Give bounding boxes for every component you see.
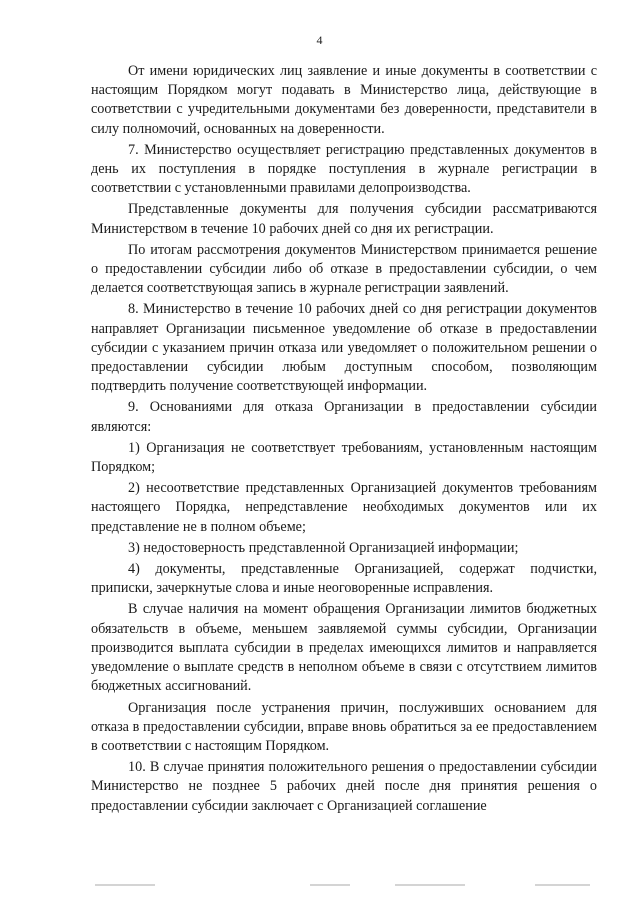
paragraph-budget-limits: В случае наличия на момент обращения Организации лимитов бюджетных обязательств в объеме, меньшем заявляемой суммы субсидии, Организации производится выплата субсидии в пределах имеющихся лимитов и направляется уведомление о выплате средств в неполном объеме в связи с отсутствием лимитов бюджетных ассигнований. — [91, 601, 597, 695]
paragraph-item-8: 8. Министерство в течение 10 рабочих дней со дня регистрации документов направляет Организации письменное уведомление об отказе в предоставлении субсидии с указанием причин отказа или уведомляет о положительном решении о предоставлении субсидии любым доступным способом, позволяющим подтвердить получение соответствующей информации. — [91, 301, 597, 395]
document-body — [91, 62, 597, 818]
paragraph-review-results: По итогам рассмотрения документов Министерством принимается решение о предоставлении субсидии либо об отказе в предоставлении субсидии, о чем делается соответствующая запись в журнале регистрации заявлений. — [91, 241, 597, 297]
paragraph-review-period: Представленные документы для получения субсидии рассматриваются Министерством в течение 10 рабочих дней со дня их регистрации. — [91, 201, 597, 237]
paragraph-reapply: Организация после устранения причин, послуживших основанием для отказа в предоставлении субсидии, вправе вновь обратиться за ее предоставлением в соответствии с настоящим Порядком. — [91, 699, 597, 754]
paragraph-ground-4: 4) документы, представленные Организацией, содержат подчистки, приписки, зачеркнутые слова и иные неоговоренные исправления. — [91, 561, 597, 597]
scan-artifact-marks — [95, 884, 595, 888]
paragraph-ground-3: 3) недостоверность представленной Организацией информации; — [128, 539, 519, 556]
page-number: 4 — [316, 33, 323, 47]
paragraph-ground-1: 1) Организация не соответствует требованиям, установленным настоящим Порядком; — [91, 439, 597, 476]
paragraph-item-9: 9. Основаниями для отказа Организации в предоставлении субсидии являются: — [91, 399, 597, 435]
paragraph-item-10: 10. В случае принятия положительного решения о предоставлении субсидии Министерство не позднее 5 рабочих дней после дня принятия решения о предоставлении субсидии заключает с Организацией соглашение — [91, 759, 597, 814]
paragraph-item-7: 7. Министерство осуществляет регистрацию представленных документов в день их поступления в порядке поступления в журнале регистрации в соответствии с установленными правилами делопроизводства. — [91, 141, 597, 197]
paragraph-legal-entities: От имени юридических лиц заявление и иные документы в соответствии с настоящим Порядком могут подавать в Министерство лица, действующие в соответствии с учредительными документами без доверенности, представители в силу полномочий, основанных на доверенности. — [91, 63, 597, 137]
paragraph-ground-2: 2) несоответствие представленных Организацией документов требованиям настоящего Порядка, непредставление необходимых документов или их представление не в полном объеме; — [91, 480, 597, 535]
